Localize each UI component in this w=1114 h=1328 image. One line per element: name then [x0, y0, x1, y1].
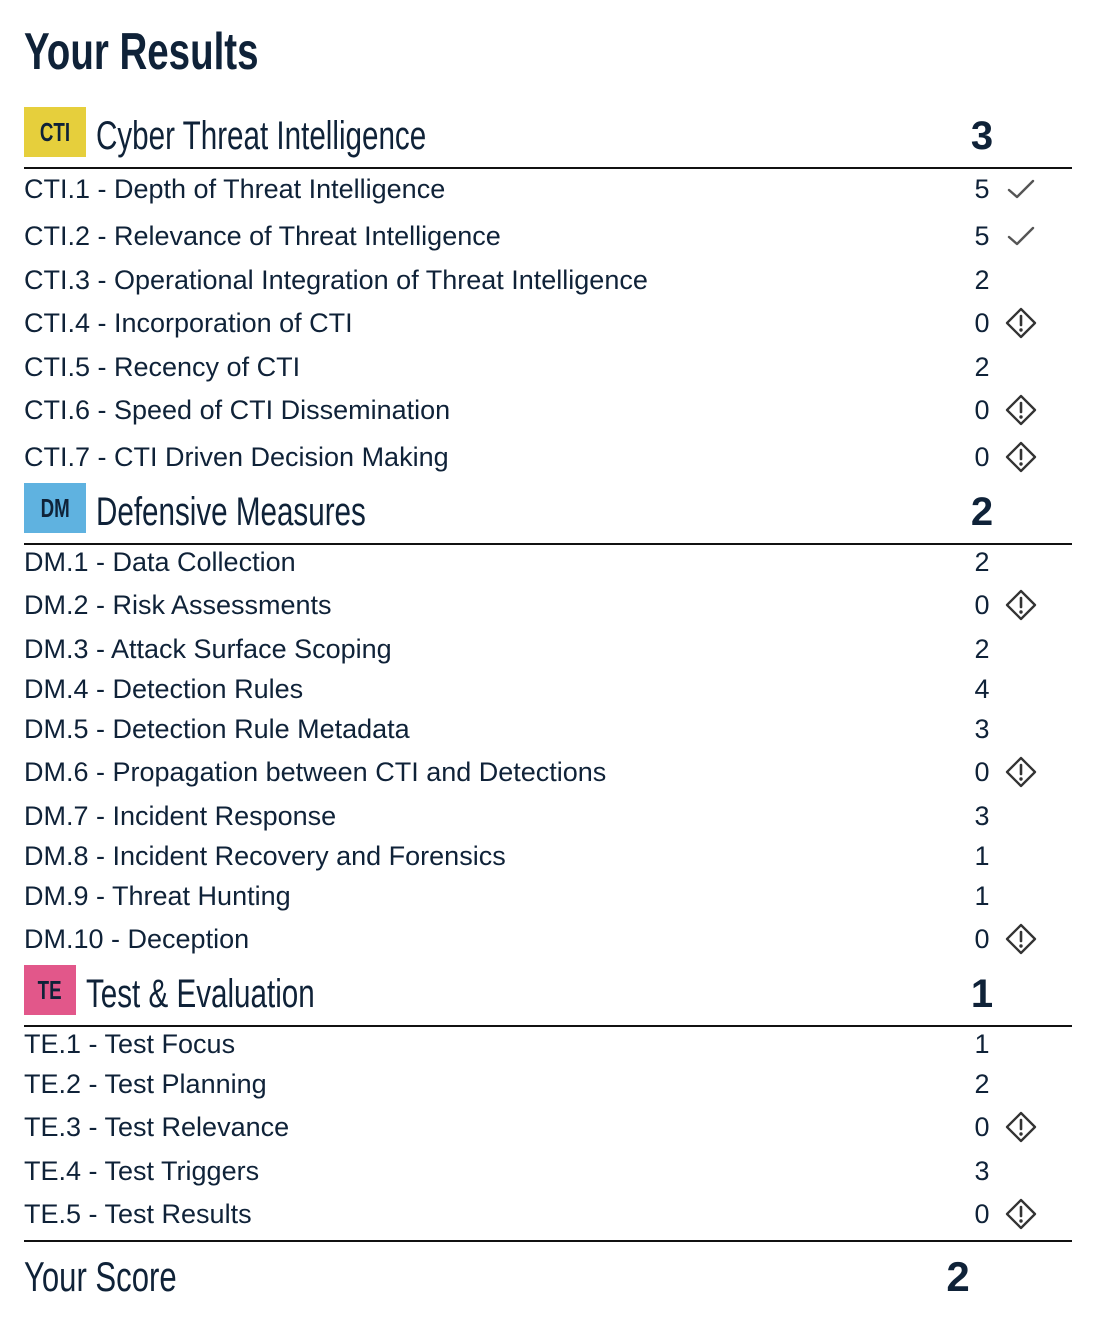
warning-diamond-icon [1004, 1198, 1038, 1230]
result-row-label: CTI.4 - Incorporation of CTI [24, 308, 353, 338]
result-row [24, 922, 1072, 956]
checkmark-icon [1004, 173, 1038, 205]
result-row-score: 0 [974, 442, 990, 472]
result-row-score: 4 [974, 674, 990, 704]
section-title-text: Cyber Threat Intelligence [96, 114, 427, 158]
section-title [96, 487, 461, 537]
result-row-score: 2 [974, 634, 990, 664]
section-score: 1 [970, 972, 994, 1016]
result-row-label: DM.2 - Risk Assessments [24, 590, 332, 620]
result-row-label: CTI.3 - Operational Integration of Threat Intelligence [24, 265, 648, 295]
section-score: 3 [970, 114, 994, 158]
result-row [24, 755, 1072, 789]
result-row [24, 1197, 1072, 1231]
result-row [24, 350, 1072, 384]
warning-diamond-icon [1004, 1111, 1038, 1143]
result-row-score: 2 [974, 352, 990, 382]
result-row [24, 1067, 1072, 1101]
result-row-label: CTI.6 - Speed of CTI Dissemination [24, 395, 451, 425]
warning-diamond-icon [1004, 441, 1038, 473]
result-row-score: 0 [974, 1112, 990, 1142]
result-row-score: 2 [974, 547, 990, 577]
section-badge-te [24, 965, 76, 1015]
result-row [24, 632, 1072, 666]
result-row [24, 393, 1072, 427]
result-row-label: TE.2 - Test Planning [24, 1069, 267, 1099]
result-row-label: CTI.5 - Recency of CTI [24, 352, 301, 382]
result-row-score: 5 [974, 221, 990, 251]
total-divider [24, 1240, 1072, 1242]
result-row-score: 0 [974, 924, 990, 954]
result-row-label: DM.9 - Threat Hunting [24, 881, 291, 911]
result-row-label: CTI.2 - Relevance of Threat Intelligence [24, 221, 501, 251]
result-row-label: DM.10 - Deception [24, 924, 250, 954]
result-row-score: 3 [974, 714, 990, 744]
section-title-text: Test & Evaluation [86, 972, 315, 1016]
warning-diamond-icon [1004, 589, 1038, 621]
result-row-label: DM.8 - Incident Recovery and Forensics [24, 841, 506, 871]
checkmark-icon [1004, 220, 1038, 252]
result-row-score: 5 [974, 174, 990, 204]
warning-diamond-icon [1004, 307, 1038, 339]
section-title [86, 969, 395, 1019]
warning-diamond-icon [1004, 394, 1038, 426]
result-row [24, 672, 1072, 706]
result-row [24, 545, 1072, 579]
section-title-text: Defensive Measures [96, 490, 366, 534]
section-title [96, 111, 542, 161]
result-row-score: 1 [974, 881, 990, 911]
result-row [24, 879, 1072, 913]
result-row [24, 172, 1072, 206]
result-row-label: TE.1 - Test Focus [24, 1029, 236, 1059]
result-row-label: DM.7 - Incident Response [24, 801, 337, 831]
result-row [24, 712, 1072, 746]
result-row-score: 0 [974, 308, 990, 338]
result-row-score: 2 [974, 1069, 990, 1099]
section-badge-cti [24, 107, 86, 157]
section-badge-label: CTI [39, 116, 71, 147]
result-row [24, 839, 1072, 873]
total-score-label: Your Score [24, 1253, 177, 1300]
result-row [24, 306, 1072, 340]
result-row-score: 0 [974, 757, 990, 787]
section-header-dm [24, 483, 1072, 545]
result-row-label: DM.6 - Propagation between CTI and Detections [24, 757, 607, 787]
result-row-score: 2 [974, 265, 990, 295]
result-row-score: 0 [974, 395, 990, 425]
result-row [24, 588, 1072, 622]
result-row-score: 0 [974, 590, 990, 620]
result-row [24, 1154, 1072, 1188]
result-row-label: DM.4 - Detection Rules [24, 674, 304, 704]
result-row [24, 1110, 1072, 1144]
result-row-label: DM.5 - Detection Rule Metadata [24, 714, 410, 744]
result-row [24, 263, 1072, 297]
section-badge-label: DM [40, 492, 70, 523]
result-row-score: 3 [974, 801, 990, 831]
result-row [24, 219, 1072, 253]
result-row-label: TE.5 - Test Results [24, 1199, 252, 1229]
result-row [24, 799, 1072, 833]
section-header-cti [24, 107, 1072, 169]
result-row-label: DM.3 - Attack Surface Scoping [24, 634, 392, 664]
result-row-label: TE.3 - Test Relevance [24, 1112, 290, 1142]
result-row-label: CTI.1 - Depth of Threat Intelligence [24, 174, 446, 204]
result-row-score: 0 [974, 1199, 990, 1229]
result-row-score: 3 [974, 1156, 990, 1186]
section-badge-label: TE [38, 974, 62, 1005]
result-row [24, 1027, 1072, 1061]
result-row-label: CTI.7 - CTI Driven Decision Making [24, 442, 449, 472]
section-header-te [24, 965, 1072, 1027]
result-row-label: TE.4 - Test Triggers [24, 1156, 260, 1186]
warning-diamond-icon [1004, 756, 1038, 788]
result-row [24, 440, 1072, 474]
result-row-label: DM.1 - Data Collection [24, 547, 296, 577]
total-score-value: 2 [946, 1253, 970, 1300]
section-badge-dm [24, 483, 86, 533]
result-row-score: 1 [974, 1029, 990, 1059]
page-title: Your Results [24, 23, 259, 81]
section-score: 2 [970, 490, 994, 534]
result-row-score: 1 [974, 841, 990, 871]
warning-diamond-icon [1004, 923, 1038, 955]
